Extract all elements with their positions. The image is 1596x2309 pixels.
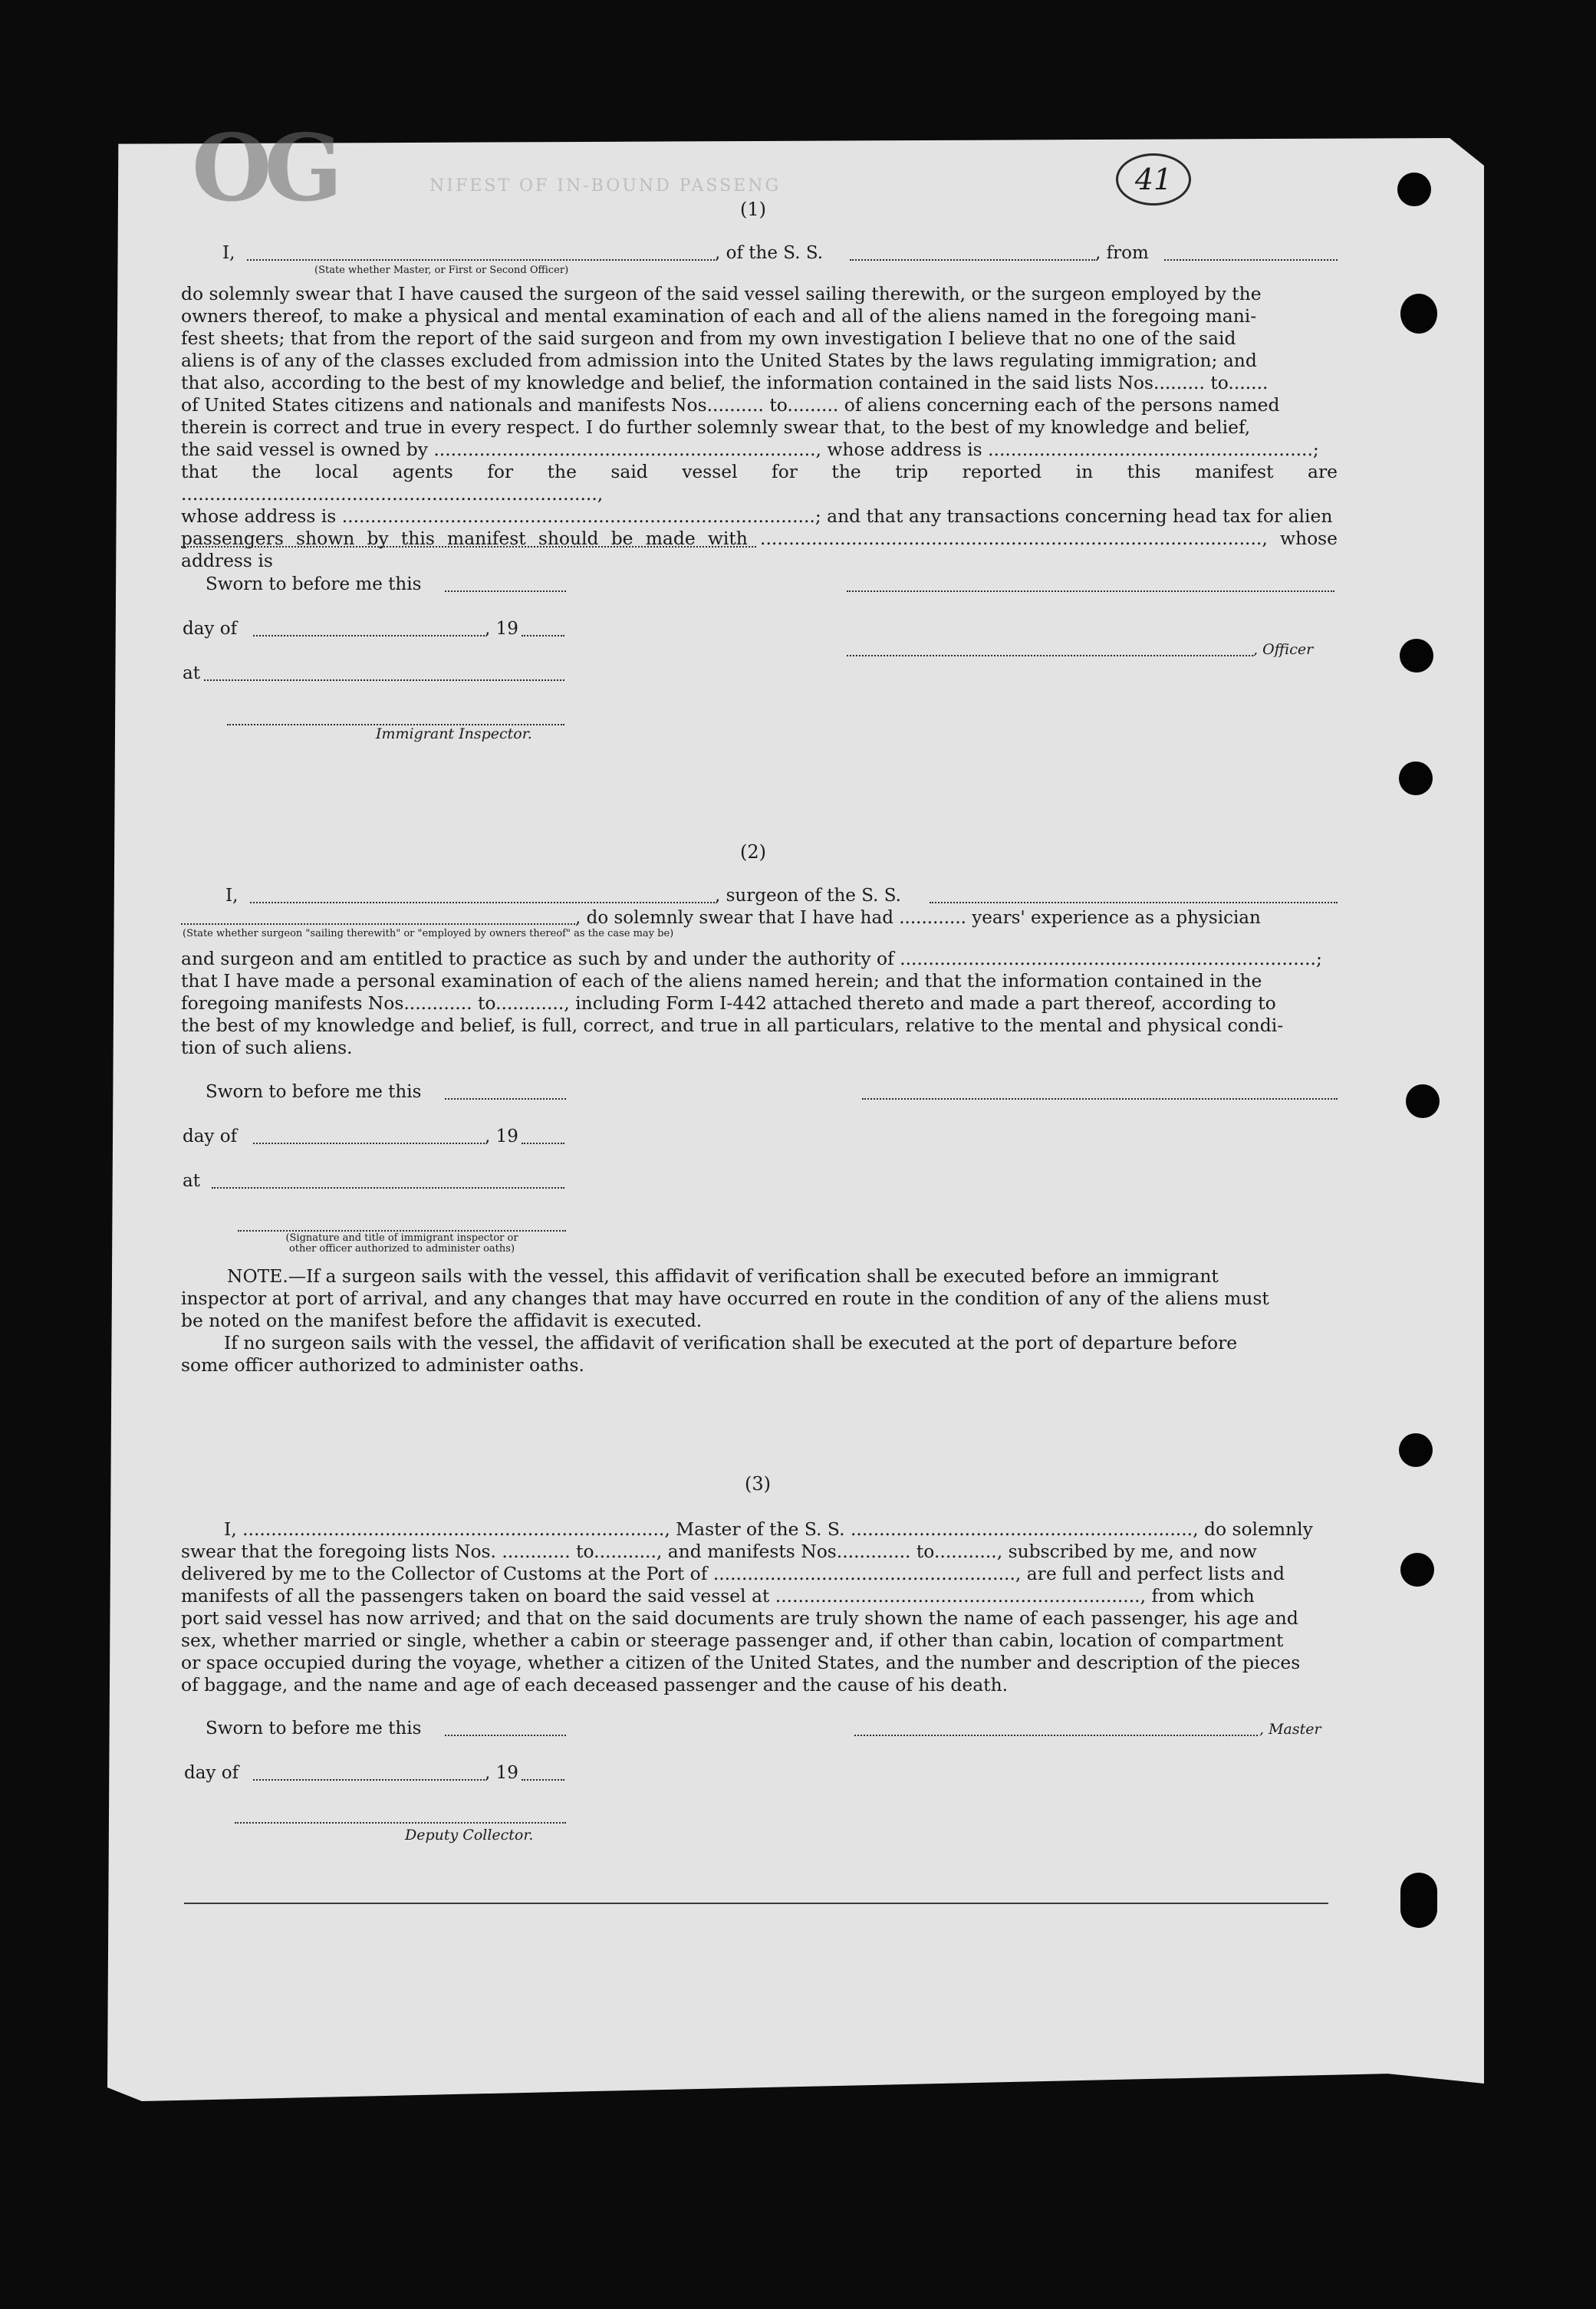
punch-hole	[1400, 1873, 1437, 1928]
address-continuation-field	[181, 546, 756, 548]
oath-line: foregoing manifests Nos............ to............, including Form I-442 attached thereto and made a part thereof, according to	[181, 992, 1276, 1014]
bottom-rule	[184, 1903, 1328, 1904]
from-port-field	[1164, 259, 1338, 261]
punch-hole	[1400, 1553, 1434, 1587]
oath-line: I, .........................................................................., Master of the S. S. ............................................................, do solemnly	[224, 1518, 1313, 1540]
sworn-date-field	[445, 1098, 566, 1100]
sworn-label: Sworn to before me this	[206, 574, 422, 594]
surgeon-i: I,	[225, 886, 239, 906]
oath-line: port said vessel has now arrived; and that on the said documents are truly shown the name of each passenger, his age and	[181, 1607, 1298, 1629]
oath-line: aliens is of any of the classes excluded from admission into the United States by the laws regulating immigration; and	[181, 350, 1257, 371]
master-label: , Master	[1259, 1721, 1321, 1738]
surgeon-status-field	[181, 923, 575, 925]
officer-signature-field	[847, 590, 1334, 592]
note-line: inspector at port of arrival, and any changes that may have occurred en route in the condition of any of the aliens must	[181, 1288, 1269, 1309]
oath-line: whose address is ...................................................................................; and that any transactions concerning head tax for alien	[181, 505, 1333, 527]
year-field	[522, 1143, 564, 1144]
punch-hole	[1399, 761, 1433, 795]
year-label: , 19	[485, 1763, 518, 1783]
oath-line: do solemnly swear that I have caused the surgeon of the said vessel sailing therewith, or the surgeon employed by the	[181, 283, 1262, 304]
note-line: NOTE.—If a surgeon sails with the vessel, this affidavit of verification shall be executed before an immigrant	[227, 1265, 1219, 1287]
oath-line: delivered by me to the Collector of Customs at the Port of ....................................................., are full and perfect lists and	[181, 1563, 1285, 1584]
sworn-label: Sworn to before me this	[206, 1719, 422, 1738]
officer-label: , Officer	[1253, 641, 1314, 658]
section3-oath-text	[181, 1518, 1338, 1696]
sworn-date-field	[445, 1735, 566, 1736]
year-label: , 19	[485, 1127, 518, 1146]
month-field	[253, 1143, 485, 1144]
surgeon-of-ss-label: , surgeon of the S. S.	[715, 886, 901, 906]
year-field	[522, 1779, 564, 1781]
month-field	[253, 635, 485, 636]
deputy-collector-label: Deputy Collector.	[405, 1827, 534, 1844]
punch-hole	[1406, 1084, 1440, 1118]
oath-line: sex, whether married or single, whether a cabin or steerage passenger and, if other than cabin, location of compartment	[181, 1630, 1284, 1651]
oath-line: of United States citizens and nationals and manifests Nos.......... to......... of aliens concerning each of the persons named	[181, 394, 1280, 416]
vessel-name-field	[850, 259, 1095, 261]
note-line: some officer authorized to administer oaths.	[181, 1354, 584, 1376]
section-heading-2: (2)	[740, 841, 766, 863]
oath-line: tion of such aliens.	[181, 1037, 353, 1058]
oath-line: therein is correct and true in every respect. I do further solemnly swear that, to the best of my knowledge and belief,	[181, 416, 1251, 438]
punch-hole	[1400, 294, 1437, 334]
oath-line: manifests of all the passengers taken on board the said vessel at ................................................................, from which	[181, 1585, 1255, 1607]
master-signature-field	[854, 1735, 1258, 1736]
year-field	[522, 635, 564, 636]
deputy-signature-field	[235, 1822, 566, 1824]
year-label: , 19	[485, 619, 518, 639]
surgeon-note-paragraph	[181, 1265, 1338, 1377]
signature-title-field	[238, 1230, 566, 1232]
from-label: , from	[1095, 243, 1149, 263]
oath-line: of baggage, and the name and age of each deceased passenger and the cause of his death.	[181, 1674, 1009, 1696]
signature-note	[238, 1233, 566, 1255]
oath-line: fest sheets; that from the report of the said surgeon and from my own investigation I believe that no one of the said	[181, 327, 1236, 349]
signature-note-line: (Signature and title of immigrant inspector or	[285, 1232, 518, 1244]
oath-line: or space occupied during the voyage, whether a citizen of the United States, and the number and description of the pieces	[181, 1652, 1301, 1673]
note-line: be noted on the manifest before the affidavit is executed.	[181, 1310, 703, 1331]
oath-line: owners thereof, to make a physical and mental examination of each and all of the aliens named in the foregoing mani-	[181, 305, 1257, 327]
oath-line: that the local agents for the said vessel for the trip reported in this manifest are .........................................................................,	[181, 461, 1338, 505]
officer-i: I,	[222, 243, 235, 263]
folio-number: 41	[1116, 153, 1191, 206]
oath-line: that I have made a personal examination of each of the aliens named herein; and that the information contained in the	[181, 970, 1262, 992]
section2-oath-text	[181, 948, 1338, 1059]
punch-hole	[1397, 173, 1431, 206]
inspector-label: Immigrant Inspector.	[376, 725, 532, 742]
surgeon-vessel-field	[930, 902, 1338, 903]
oath-line: the best of my knowledge and belief, is full, correct, and true in all particulars, relative to the mental and physical condi-	[181, 1015, 1284, 1036]
surgeon-note: (State whether surgeon "sailing therewith" or "employed by owners thereof" as the case may be)	[183, 928, 674, 939]
faded-header-text: NIFEST OF IN-BOUND PASSENG	[429, 176, 782, 196]
section-heading-3: (3)	[745, 1473, 771, 1495]
section-heading-1: (1)	[740, 199, 766, 220]
years-experience-line: , do solemnly swear that I have had ............ years' experience as a physician	[575, 908, 1261, 928]
day-of-label: day of	[184, 1763, 239, 1783]
officer-note: (State whether Master, or First or Second Officer)	[314, 265, 569, 276]
day-of-label: day of	[183, 1127, 238, 1146]
place-field	[204, 679, 564, 681]
section1-oath-text	[181, 283, 1338, 572]
officer-title-field	[847, 655, 1253, 656]
oath-line: that also, according to the best of my knowledge and belief, the information contained in the said lists Nos......... to.......	[181, 372, 1269, 393]
at-label: at	[183, 1171, 200, 1191]
sworn-date-field	[445, 590, 566, 592]
surgeon-signature-field	[862, 1098, 1338, 1100]
oath-line: and surgeon and am entitled to practice as such by and under the authority of .........................................................................;	[181, 948, 1322, 969]
month-field	[253, 1779, 485, 1781]
punch-hole	[1400, 639, 1433, 673]
oath-line: the said vessel is owned by ..................................................................., whose address is .........................................................;	[181, 439, 1319, 460]
signature-note-line: other officer authorized to administer oaths)	[288, 1243, 515, 1255]
day-of-label: day of	[183, 619, 238, 639]
sworn-label: Sworn to before me this	[206, 1082, 422, 1102]
place-field	[212, 1187, 564, 1189]
surgeon-name-field	[250, 902, 715, 903]
oath-line: swear that the foregoing lists Nos. ............ to..........., and manifests Nos............. to..........., subscribed by me, and now	[181, 1541, 1257, 1562]
faded-stamp: OG	[192, 114, 336, 222]
note-line: If no surgeon sails with the vessel, the affidavit of verification shall be executed at the port of departure before	[224, 1332, 1238, 1353]
oath-line: passengers shown by this manifest should be made with ........................................................................................, whose address is	[181, 528, 1338, 571]
punch-hole	[1399, 1433, 1433, 1467]
of-the-ss-label: , of the S. S.	[715, 243, 824, 263]
officer-name-field	[247, 259, 715, 261]
at-label: at	[183, 663, 200, 683]
